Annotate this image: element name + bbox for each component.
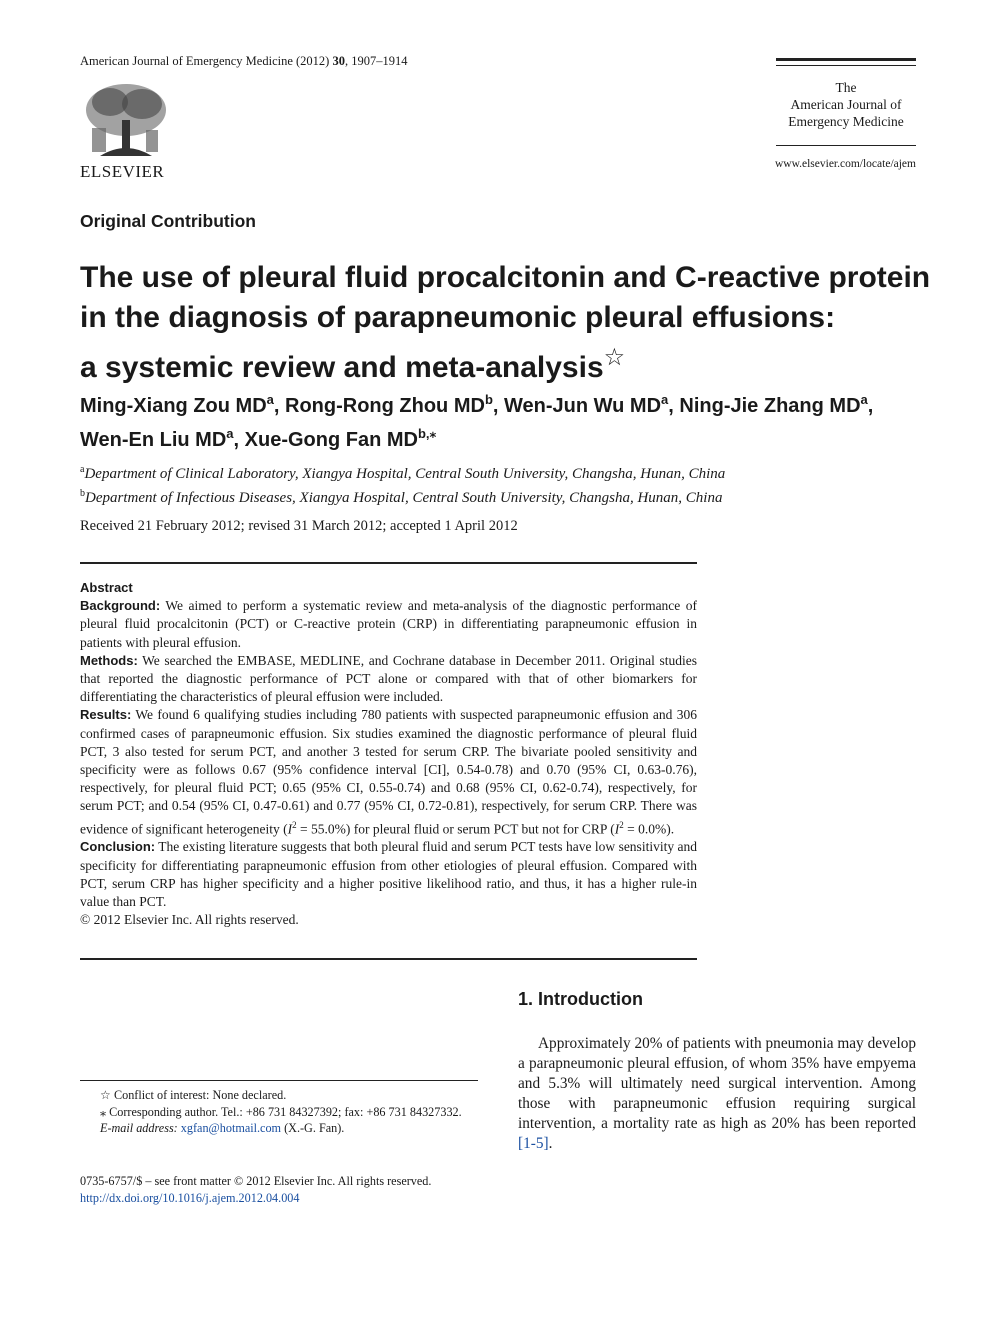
footnote-rule [80, 1080, 478, 1081]
footnote-corresponding: ⁎ Corresponding author. Tel.: +86 731 84327392; fax: +86 731 84327332. [100, 1104, 462, 1119]
journal-rule-thin [776, 65, 916, 66]
journal-url-link[interactable]: www.elsevier.com/locate/ajem [774, 158, 916, 170]
abstract-rule-bottom [80, 958, 697, 960]
issn-line: 0735-6757/$ – see front matter © 2012 Elsevier Inc. All rights reserved. [80, 1174, 432, 1188]
front-matter [80, 1173, 478, 1207]
journal-name: The American Journal of Emergency Medicine [788, 80, 904, 129]
author-list: Ming-Xiang Zou $MD^a$, Rong-Rong Zhou $MD^b$, Wen-Jun Wu $MD^a$, Ning-Jie Zhang $MD^a$, Wen-En Liu $MD^a$, Xue-Gong Fan $MD^{b,⁎}$ [80, 392, 874, 451]
received-dates: Received 21 February 2012; revised 31 March 2012; accepted 1 April 2012 [80, 518, 518, 534]
tree-logo-icon [80, 80, 172, 162]
author-name: Rong-Rong Zhou MD [285, 395, 485, 417]
intro-paragraph: Approximately 20% of patients with pneumonia may develop a parapneumonic pleural effusion, of whom 35% have empyema and 5.3% will ultimately need surgical intervention. Among those with parapneumonic effusion requiring surgical intervention, a mortality rate as high as 20% has been reported [1-5]. [518, 1035, 916, 1152]
email-link[interactable]: xgfan@hotmail.com [180, 1121, 282, 1135]
affiliation-item: $^a$Department of Clinical Laboratory, Xiangya Hospital, Central South University, Changsha, Hunan, China [80, 464, 726, 482]
abstract-conclusion: Conclusion: The existing literature suggests that both pleural fluid and serum PCT tests have low sensitivity and specificity for differentiating parapneumonic effusion from other etiologies of pleural effusion. Compared with PCT, serum CRP has higher specificity and a higher positive likelihood ratio, and thus, it has a higher rule-in value than PCT. [80, 839, 697, 909]
abstract-methods: Methods: We searched the EMBASE, MEDLINE, and Cochrane database in December 2011. Original studies that reported the diagnostic performance of PCT alone or compared with that of other biomarkers for differentiating the characteristics of pleural effusion were included. [80, 652, 697, 705]
section-heading-introduction: 1. Introduction [518, 989, 643, 1009]
footnote-conflict: ☆ Conflict of interest: None declared. [100, 1088, 287, 1102]
title-footnote-star-icon[interactable]: ☆ [603, 344, 626, 371]
journal-rule-thick [776, 58, 916, 61]
author-name: Ming-Xiang Zou MD [80, 395, 267, 417]
article-type: Original Contribution [80, 211, 256, 231]
footnotes [80, 1087, 478, 1137]
author-name: Xue-Gong Fan MD [244, 429, 418, 451]
abstract-copyright: © 2012 Elsevier Inc. All rights reserved. [80, 912, 299, 928]
star-icon: ☆ [100, 1088, 111, 1102]
journal-rule [776, 145, 916, 146]
footnote-email: E-mail address: xgfan@hotmail.com (X.-G. Fan). [100, 1121, 345, 1135]
journal-citation: American Journal of Emergency Medicine (2012) 30, 1907–1914 [80, 54, 408, 68]
abstract-background: Background: We aimed to perform a systematic review and meta-analysis of the diagnostic performance of pleural fluid procalcitonin (PCT) or C-reactive protein (CRP) in differentiating parapneumonic effusion in patients with pleural effusion. [80, 598, 697, 650]
author-name: Wen-Jun Wu MD [504, 395, 662, 417]
abstract-heading: Abstract [80, 580, 133, 595]
affiliation-item: $^b$Department of Infectious Diseases, Xiangya Hospital, Central South University, Changsha, Hunan, China [80, 488, 723, 506]
abstract-rule-top [80, 562, 697, 564]
author-name: Ning-Jie Zhang MD [679, 395, 861, 417]
reference-link[interactable]: [1-5] [518, 1135, 549, 1152]
asterisk-icon: ⁎ [100, 1104, 107, 1119]
citation-volume: 30 [332, 54, 345, 68]
doi-link[interactable]: http://dx.doi.org/10.1016/j.ajem.2012.04.004 [80, 1191, 300, 1205]
abstract-results: Results: We found 6 qualifying studies including 780 patients with suspected parapneumonic effusion and 306 confirmed cases of parapneumonic effusion. Six studies examined the diagnostic performance of pleural fluid PCT, 3 also tested for serum PCT, and another 3 tested for serum CRP. The bivariate pooled sensitivity and specificity were as follows 0.67 (95% confidence interval [CI], 0.54-0.78) and 0.70 (95% CI, 0.63-0.76), respectively, for pleural fluid PCT; 0.65 (95% CI, 0.55-0.74) and 0.68 (95% CI, 0.62-0.74), respectively, for serum PCT; and 0.54 (95% CI, 0.47-0.61) and 0.77 (95% CI, 0.72-0.81), respectively, for serum CRP. There was evidence of significant heterogeneity $(I^2 = 55.0\%)$ for pleural fluid or serum PCT but not for CRP $(I^2 = 0.0\%)$. [80, 707, 697, 837]
publisher-name: ELSEVIER [80, 162, 165, 181]
article-title: The use of pleural fluid procalcitonin and C-reactive protein in the diagnosis of parapneumonic pleural effusions: a systemic review and meta-analysis☆ [80, 261, 931, 384]
affiliations [80, 460, 725, 508]
elsevier-tree-logo [80, 80, 172, 162]
abstract-block [80, 579, 697, 929]
author-name: Wen-En Liu MD [80, 429, 227, 451]
